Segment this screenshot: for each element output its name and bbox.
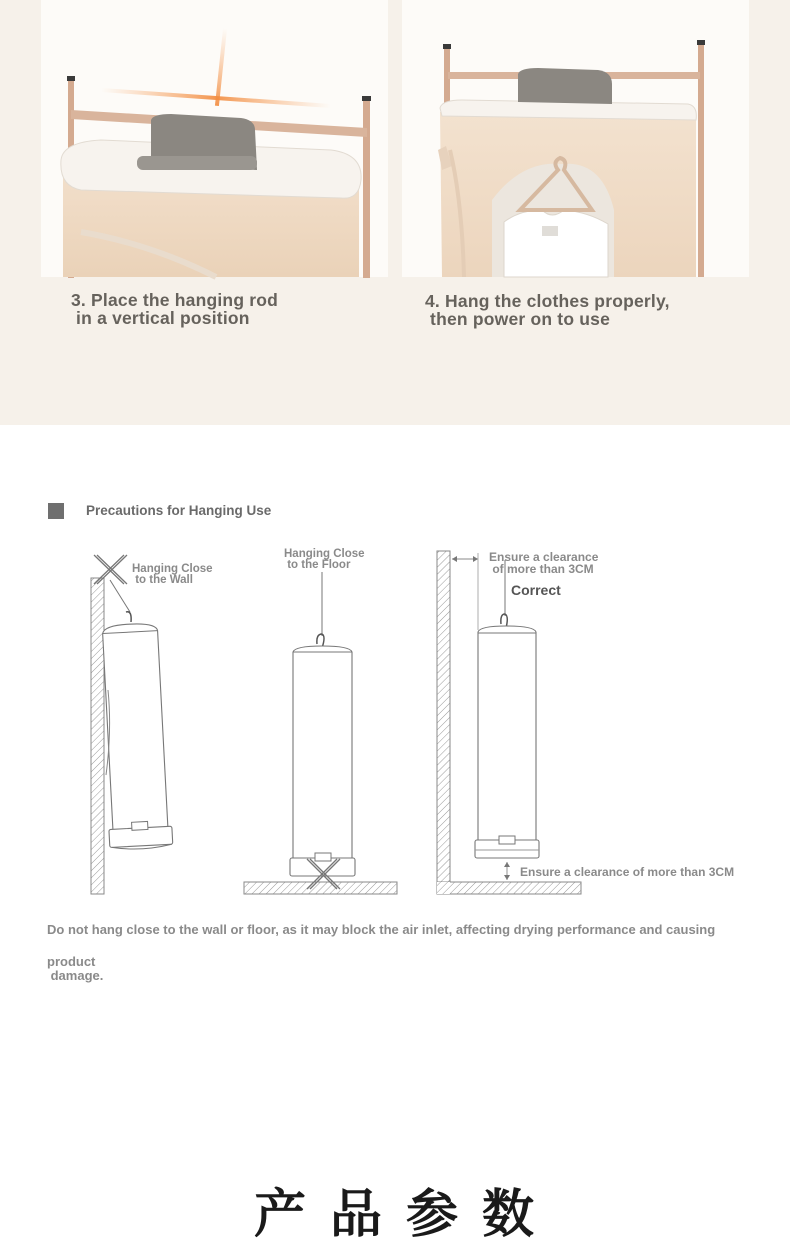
label-wall-line2: to the Wall xyxy=(132,574,193,586)
precautions-title: Precautions for Hanging Use xyxy=(86,503,272,518)
precaution-notice-continued xyxy=(47,955,103,983)
section-bullet-square xyxy=(48,503,64,519)
dryer-with-hanger-illustration xyxy=(402,0,749,277)
figure-close-to-floor xyxy=(244,572,397,894)
step-3-caption-line1: 3. Place the hanging rod xyxy=(71,290,279,310)
figure-correct xyxy=(437,551,581,894)
notice-line2a: product xyxy=(47,954,96,969)
step-3-photo xyxy=(41,0,388,277)
label-clearance-top xyxy=(489,551,598,575)
step-4-caption xyxy=(425,292,670,328)
label-hanging-close-to-wall xyxy=(132,564,213,586)
label-wall-line1: Hanging Close xyxy=(132,563,213,575)
notice-line2b: damage. xyxy=(47,968,104,983)
step-4-caption-line1: 4. Hang the clothes properly, xyxy=(425,291,670,311)
step-4-caption-line2: then power on to use xyxy=(425,309,611,329)
product-parameters-heading: 产品参数 xyxy=(254,1185,559,1245)
label-correct: Correct xyxy=(511,582,561,598)
step-3-caption xyxy=(71,291,278,327)
instruction-steps-band xyxy=(0,0,790,425)
figure-close-to-wall xyxy=(91,555,173,894)
hanging-precautions-diagram xyxy=(0,540,790,900)
label-floor-line1: Hanging Close xyxy=(284,548,365,560)
precaution-notice-text: Do not hang close to the wall or floor, as it may block the air inlet, affecting drying performance and causing xyxy=(47,922,716,937)
step-4-photo xyxy=(402,0,749,277)
label-clearance-line2: of more than 3CM xyxy=(489,562,594,576)
wrong-mark-icon xyxy=(94,555,127,584)
label-floor-line2: to the Floor xyxy=(284,559,351,571)
label-hanging-close-to-floor xyxy=(284,549,365,571)
step-3-caption-line2: in a vertical position xyxy=(71,308,250,328)
dryer-with-vertical-rod-illustration xyxy=(41,0,388,277)
label-clearance-bottom: Ensure a clearance of more than 3CM xyxy=(520,865,735,879)
label-clearance-line1: Ensure a clearance xyxy=(489,550,599,564)
